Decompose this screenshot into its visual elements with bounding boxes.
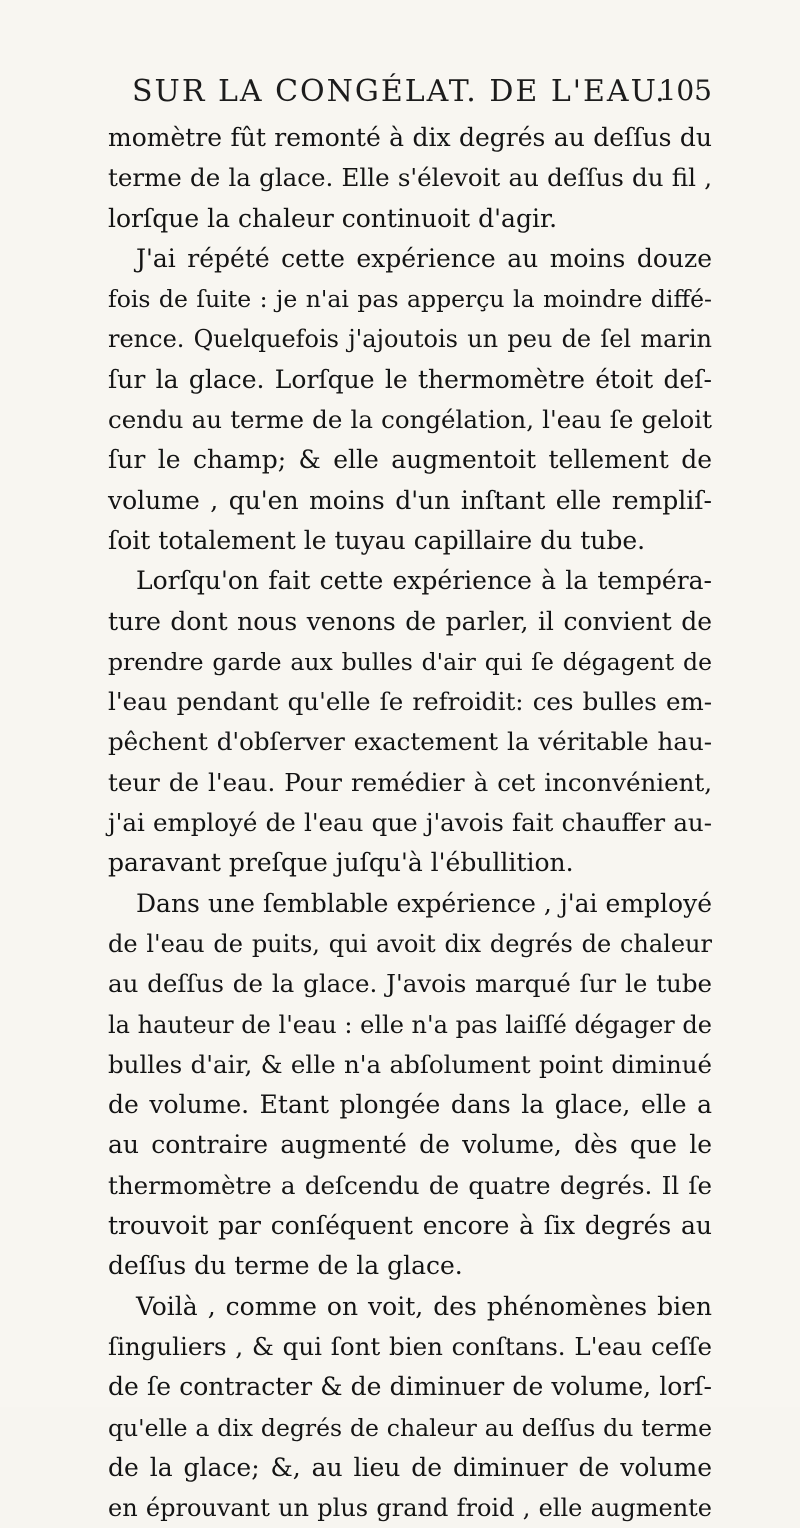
text-line: Voilà , comme on voit, des phénomènes bien	[136, 1291, 712, 1321]
text-line: de l'eau de puits, qui avoit dix degrés de chaleur	[108, 929, 712, 958]
text-line: lorſque la chaleur continuoit d'agir.	[108, 203, 558, 233]
text-line: terme de la glace. Elle s'élevoit au deſſus du fil ,	[108, 163, 712, 193]
text-line: teur de l'eau. Pour remédier à cet inconvénient,	[108, 767, 712, 797]
text-line: j'ai employé de l'eau que j'avois fait chauffer au-	[108, 808, 712, 838]
text-line: bulles d'air, & elle n'a abſolument point diminué	[108, 1049, 712, 1079]
text-line: ſoit totalement le tuyau capillaire du tube.	[108, 525, 646, 555]
page-header	[112, 74, 712, 114]
text-line: pêchent d'obſerver exactement la véritable hau-	[108, 727, 712, 757]
text-line: trouvoit par conſéquent encore à ſix degrés au	[108, 1211, 712, 1241]
text-line: ſinguliers , & qui ſont bien conſtans. L'eau ceſſe	[108, 1331, 712, 1361]
text-line: de la glace; &, au lieu de diminuer de volume	[108, 1452, 712, 1482]
text-line: de ſe contracter & de diminuer de volume, lorſ-	[108, 1372, 712, 1402]
text-line: ture dont nous venons de parler, il convient de	[108, 606, 712, 636]
text-line: J'ai répété cette expérience au moins douze	[136, 243, 712, 273]
text-line: en éprouvant un plus grand froid , elle augmente	[108, 1494, 712, 1523]
text-line: au contraire augmenté de volume, dès que le	[108, 1130, 712, 1160]
page-number: 105	[658, 74, 712, 107]
text-line: de volume. Etant plongée dans la glace, elle a	[108, 1090, 712, 1120]
body-text	[108, 118, 712, 1528]
text-line: cendu au terme de la congélation, l'eau ſe geloit	[108, 405, 712, 435]
text-line: l'eau pendant qu'elle ſe refroidit: ces bulles em-	[108, 687, 712, 717]
text-line: Dans une ſemblable expérience , j'ai employé	[136, 888, 712, 918]
text-line: volume , qu'en moins d'un inſtant elle rempliſ-	[108, 485, 712, 515]
text-line: thermomètre a deſcendu de quatre degrés. Il ſe	[108, 1170, 712, 1200]
text-line: paravant preſque juſqu'à l'ébullition.	[108, 848, 574, 878]
text-line: prendre garde aux bulles d'air qui ſe dégagent de	[108, 647, 712, 676]
text-line: ſur le champ; & elle augmentoit tellement de	[108, 445, 712, 475]
text-line: rence. Quelquefois j'ajoutois un peu de ſel marin	[108, 325, 712, 354]
text-line: deſſus du terme de la glace.	[108, 1251, 463, 1281]
text-line: ſur la glace. Lorſque le thermomètre étoit deſ-	[108, 364, 712, 394]
text-line: au deſſus de la glace. J'avois marqué ſur le tube	[108, 969, 712, 999]
text-line: fois de ſuite : je n'ai pas apperçu la moindre diffé-	[108, 285, 712, 314]
text-line: qu'elle a dix degrés de chaleur au deſſus du terme	[108, 1413, 712, 1442]
text-line: Lorſqu'on fait cette expérience à la tempéra-	[136, 566, 712, 596]
text-line: momètre fût remonté à dix degrés au deſſus du	[108, 123, 712, 152]
text-line: la hauteur de l'eau : elle n'a pas laiſſé dégager de	[108, 1010, 712, 1039]
running-title: SUR LA CONGÉLAT. DE L'EAU.	[132, 74, 667, 109]
